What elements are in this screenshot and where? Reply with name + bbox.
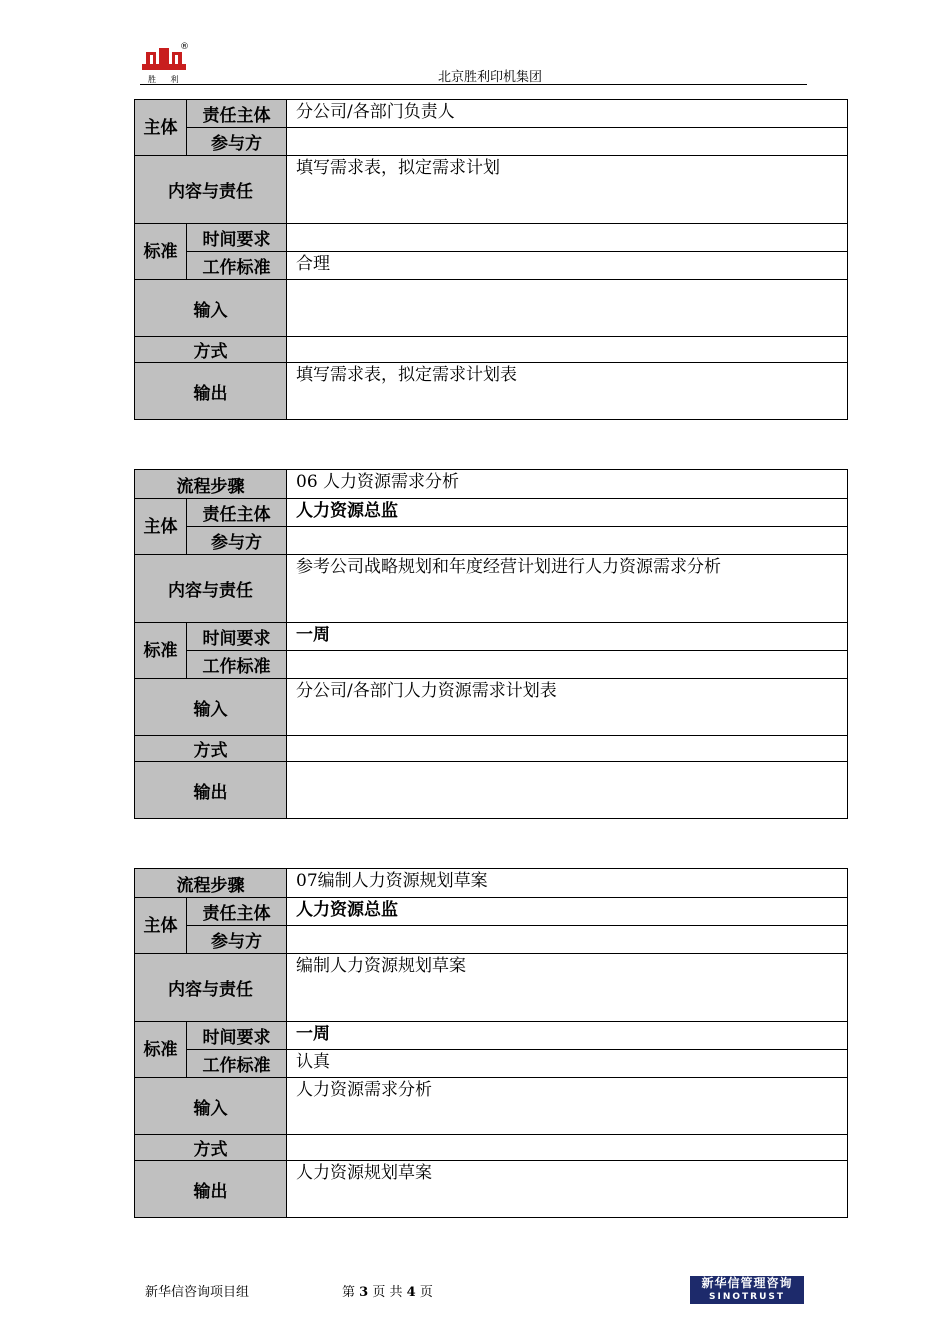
participants-value (287, 926, 848, 954)
standard-label: 标准 (135, 224, 187, 280)
registered-mark: ® (180, 42, 189, 52)
participants-value (287, 128, 848, 156)
footer-page-number (342, 1281, 433, 1300)
shengli-logo (142, 44, 190, 84)
output-label: 输出 (135, 1161, 287, 1218)
method-value (287, 1135, 848, 1161)
work-std-value: 认真 (287, 1050, 848, 1078)
responsible-label: 责任主体 (187, 898, 287, 926)
responsible-label: 责任主体 (187, 499, 287, 527)
method-label: 方式 (135, 337, 287, 363)
responsible-label: 责任主体 (187, 100, 287, 128)
time-req-value: 一周 (287, 623, 848, 651)
process-step-table-3 (134, 868, 848, 1218)
step-label: 流程步骤 (135, 470, 287, 499)
output-value (287, 762, 848, 819)
participants-label: 参与方 (187, 128, 287, 156)
work-std-label: 工作标准 (187, 651, 287, 679)
output-label: 输出 (135, 363, 287, 420)
content-value: 编制人力资源规划草案 (287, 954, 848, 1022)
content-value: 参考公司战略规划和年度经营计划进行人力资源需求分析 (287, 555, 848, 623)
input-label: 输入 (135, 1078, 287, 1135)
time-req-value: 一周 (287, 1022, 848, 1050)
participants-value (287, 527, 848, 555)
step-value: 06 人力资源需求分析 (287, 470, 848, 499)
work-std-value (287, 651, 848, 679)
method-label: 方式 (135, 1135, 287, 1161)
page-suffix: 页 (419, 1285, 433, 1300)
page-header (140, 40, 807, 85)
process-step-table-2 (134, 469, 848, 819)
input-label: 输入 (135, 679, 287, 736)
subject-label: 主体 (135, 100, 187, 156)
method-label: 方式 (135, 736, 287, 762)
participants-label: 参与方 (187, 926, 287, 954)
input-value: 人力资源需求分析 (287, 1078, 848, 1135)
page-prefix: 第 (342, 1285, 356, 1300)
time-req-value (287, 224, 848, 252)
responsible-value: 人力资源总监 (287, 898, 848, 926)
badge-chinese: 新华信管理咨询 (701, 1276, 793, 1290)
company-name: 北京胜利印机集团 (438, 70, 543, 85)
work-std-label: 工作标准 (187, 252, 287, 280)
page-mid: 页 共 (372, 1285, 403, 1300)
subject-label: 主体 (135, 898, 187, 954)
input-value: 分公司/各部门人力资源需求计划表 (287, 679, 848, 736)
content-label: 内容与责任 (135, 555, 287, 623)
footer-project-group: 新华信咨询项目组 (145, 1285, 250, 1300)
content-value: 填写需求表，拟定需求计划 (287, 156, 848, 224)
time-req-label: 时间要求 (187, 623, 287, 651)
step-label: 流程步骤 (135, 869, 287, 898)
logo-caption: 胜 利 (148, 75, 185, 84)
time-req-label: 时间要求 (187, 224, 287, 252)
output-label: 输出 (135, 762, 287, 819)
method-value (287, 337, 848, 363)
standard-label: 标准 (135, 623, 187, 679)
output-value: 填写需求表，拟定需求计划表 (287, 363, 848, 420)
standard-label: 标准 (135, 1022, 187, 1078)
work-std-value: 合理 (287, 252, 848, 280)
work-std-label: 工作标准 (187, 1050, 287, 1078)
responsible-value: 分公司/各部门负责人 (287, 100, 848, 128)
badge-english: SINOTRUST (708, 1292, 785, 1302)
input-value (287, 280, 848, 337)
page-current: 3 (359, 1285, 369, 1300)
output-value: 人力资源规划草案 (287, 1161, 848, 1218)
sinotrust-logo (690, 1276, 804, 1304)
participants-label: 参与方 (187, 527, 287, 555)
input-label: 输入 (135, 280, 287, 337)
method-value (287, 736, 848, 762)
step-value: 07编制人力资源规划草案 (287, 869, 848, 898)
process-step-table-1 (134, 99, 848, 420)
time-req-label: 时间要求 (187, 1022, 287, 1050)
page-total: 4 (406, 1285, 416, 1300)
responsible-value: 人力资源总监 (287, 499, 848, 527)
content-label: 内容与责任 (135, 954, 287, 1022)
subject-label: 主体 (135, 499, 187, 555)
content-label: 内容与责任 (135, 156, 287, 224)
